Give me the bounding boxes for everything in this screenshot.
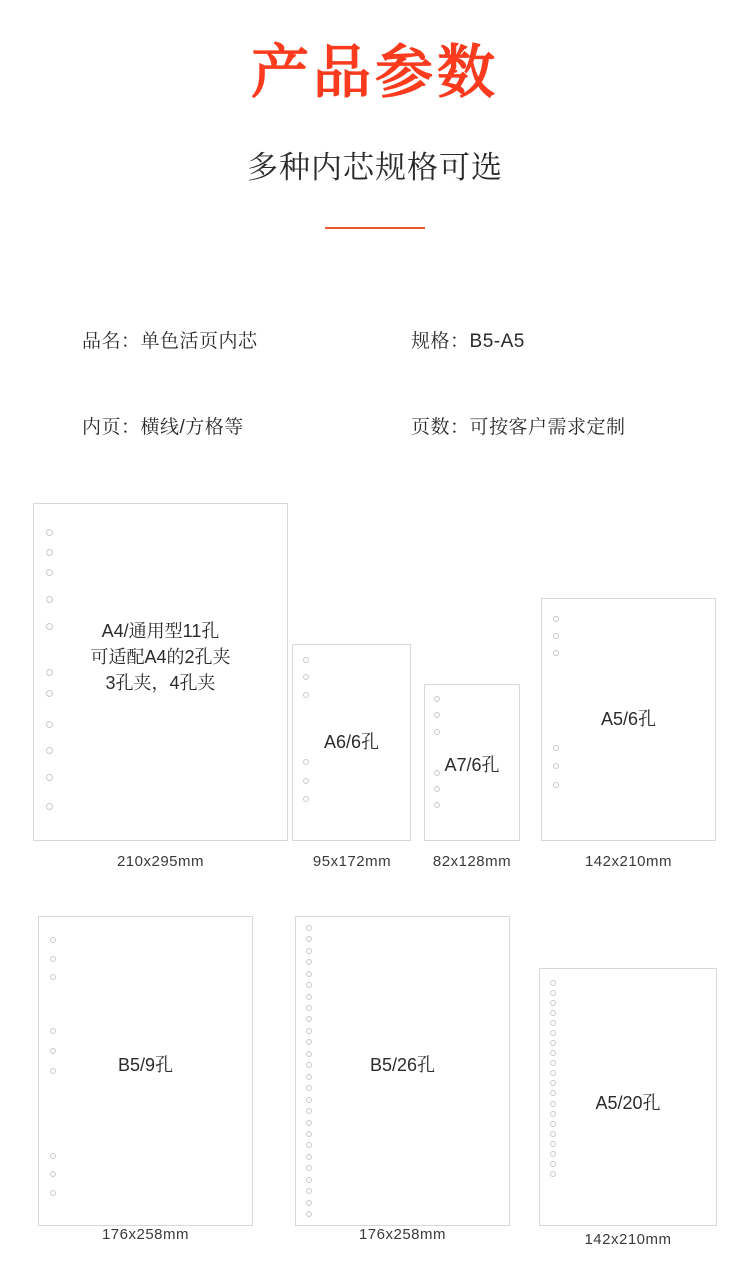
punch-hole [306, 948, 312, 954]
punch-hole [46, 569, 53, 576]
punch-hole [550, 1030, 556, 1036]
punch-hole [434, 729, 440, 735]
sheet-dimension-a7-6hole: 82x128mm [432, 853, 512, 870]
punch-hole [550, 1000, 556, 1006]
punch-hole [550, 1010, 556, 1016]
punch-hole [306, 1154, 312, 1160]
punch-hole [46, 721, 53, 728]
punch-hole [553, 616, 559, 622]
punch-hole [306, 1165, 312, 1171]
punch-hole [306, 925, 312, 931]
punch-hole [50, 974, 56, 980]
punch-hole [434, 696, 440, 702]
sheet-diagram-a4-11hole [33, 503, 288, 841]
punch-hole [46, 529, 53, 536]
sheet-diagram-b5-26hole [295, 916, 510, 1226]
sheet-label-a5-6hole: A5/6孔 [600, 709, 657, 729]
punch-hole [306, 1211, 312, 1217]
punch-hole [550, 1161, 556, 1167]
sheet-diagram-a7-6hole [424, 684, 520, 841]
sheet-diagram-a6-6hole [292, 644, 411, 841]
punch-hole [553, 633, 559, 639]
punch-hole [306, 1039, 312, 1045]
spec-inner-page-value: 横线/方格等 [140, 417, 244, 438]
punch-hole [306, 994, 312, 1000]
punch-hole [550, 1020, 556, 1026]
punch-hole [306, 1200, 312, 1206]
sheet-dimension-b5-9hole: 176x258mm [101, 1226, 190, 1243]
sheet-dimension-a5-20hole: 142x210mm [584, 1231, 672, 1248]
punch-hole [50, 1068, 56, 1074]
punch-hole [550, 1111, 556, 1117]
punch-hole [46, 747, 53, 754]
punch-hole [50, 1048, 56, 1054]
punch-hole [550, 990, 556, 996]
punch-hole [550, 1151, 556, 1157]
punch-hole [306, 982, 312, 988]
punch-hole [303, 778, 309, 784]
punch-hole [434, 712, 440, 718]
sheet-label-a7-6hole: A7/6孔 [444, 755, 500, 775]
punch-hole [303, 657, 309, 663]
punch-hole [306, 1097, 312, 1103]
sheet-label-a5-20hole: A5/20孔 [595, 1093, 661, 1113]
punch-hole [550, 1050, 556, 1056]
punch-hole [306, 1016, 312, 1022]
punch-hole [50, 937, 56, 943]
sheet-dimension-a5-6hole: 142x210mm [584, 853, 673, 870]
punch-hole [550, 1171, 556, 1177]
punch-hole [303, 674, 309, 680]
sheet-label-b5-9hole: B5/9孔 [117, 1055, 174, 1075]
punch-hole [434, 770, 440, 776]
punch-hole [306, 1142, 312, 1148]
punch-hole [434, 802, 440, 808]
punch-hole [306, 1085, 312, 1091]
spec-inner-page [82, 412, 244, 439]
punch-hole [434, 786, 440, 792]
punch-hole [550, 1101, 556, 1107]
punch-hole [46, 803, 53, 810]
punch-hole [553, 782, 559, 788]
punch-hole [306, 1188, 312, 1194]
sheet-label-a6-6hole: A6/6孔 [323, 732, 380, 752]
sheet-diagram-a5-20hole [539, 968, 717, 1226]
spec-inner-page-label: 内页： [82, 417, 141, 438]
page-subtitle: 多种内芯规格可选 [247, 150, 503, 185]
punch-hole [550, 1141, 556, 1147]
punch-hole [46, 549, 53, 556]
sheet-dimension-a6-6hole: 95x172mm [312, 853, 392, 870]
sheet-label-b5-26hole: B5/26孔 [369, 1055, 436, 1075]
sheet-label-a4-11hole: A4/通用型11孔 可适配A4的2孔夹 3孔夹，4孔夹 [90, 621, 231, 694]
punch-hole [306, 1108, 312, 1114]
sheet-diagram-a5-6hole [541, 598, 716, 841]
punch-hole [553, 745, 559, 751]
sheet-dimension-a4-11hole: 210x295mm [116, 853, 205, 870]
spec-page-count-label: 页数： [411, 417, 470, 438]
punch-hole [550, 1060, 556, 1066]
punch-hole [550, 980, 556, 986]
spec-size-label: 规格： [411, 331, 470, 352]
spec-product-name-value: 单色活页内芯 [140, 331, 258, 352]
spec-product-name [82, 326, 258, 353]
punch-hole [553, 763, 559, 769]
punch-hole [550, 1121, 556, 1127]
punch-hole [303, 759, 309, 765]
punch-hole [550, 1070, 556, 1076]
punch-hole [306, 971, 312, 977]
punch-hole [550, 1040, 556, 1046]
sheet-diagram-b5-9hole [38, 916, 253, 1226]
punch-hole [550, 1080, 556, 1086]
punch-hole [306, 1120, 312, 1126]
page-title: 产品参数 [250, 40, 499, 105]
spec-product-name-label: 品名： [82, 331, 141, 352]
punch-hole [46, 669, 53, 676]
punch-hole [306, 1005, 312, 1011]
sheet-dimension-b5-26hole: 176x258mm [358, 1226, 447, 1243]
spec-size [411, 326, 525, 353]
punch-hole [550, 1131, 556, 1137]
punch-hole [306, 1028, 312, 1034]
spec-size-value: B5-A5 [469, 331, 525, 352]
punch-hole [306, 1051, 312, 1057]
punch-hole [46, 774, 53, 781]
punch-hole [303, 692, 309, 698]
punch-hole [306, 1074, 312, 1080]
punch-hole [50, 1171, 56, 1177]
punch-hole [50, 1190, 56, 1196]
punch-hole [306, 959, 312, 965]
punch-hole [553, 650, 559, 656]
punch-hole [50, 1153, 56, 1159]
punch-hole [303, 796, 309, 802]
punch-hole [50, 1028, 56, 1034]
spec-page-count-value: 可按客户需求定制 [469, 417, 626, 438]
punch-hole [46, 596, 53, 603]
punch-hole [306, 1177, 312, 1183]
punch-hole [306, 936, 312, 942]
spec-page-count [411, 412, 626, 439]
punch-hole [50, 956, 56, 962]
punch-hole [306, 1131, 312, 1137]
title-divider [325, 227, 425, 229]
